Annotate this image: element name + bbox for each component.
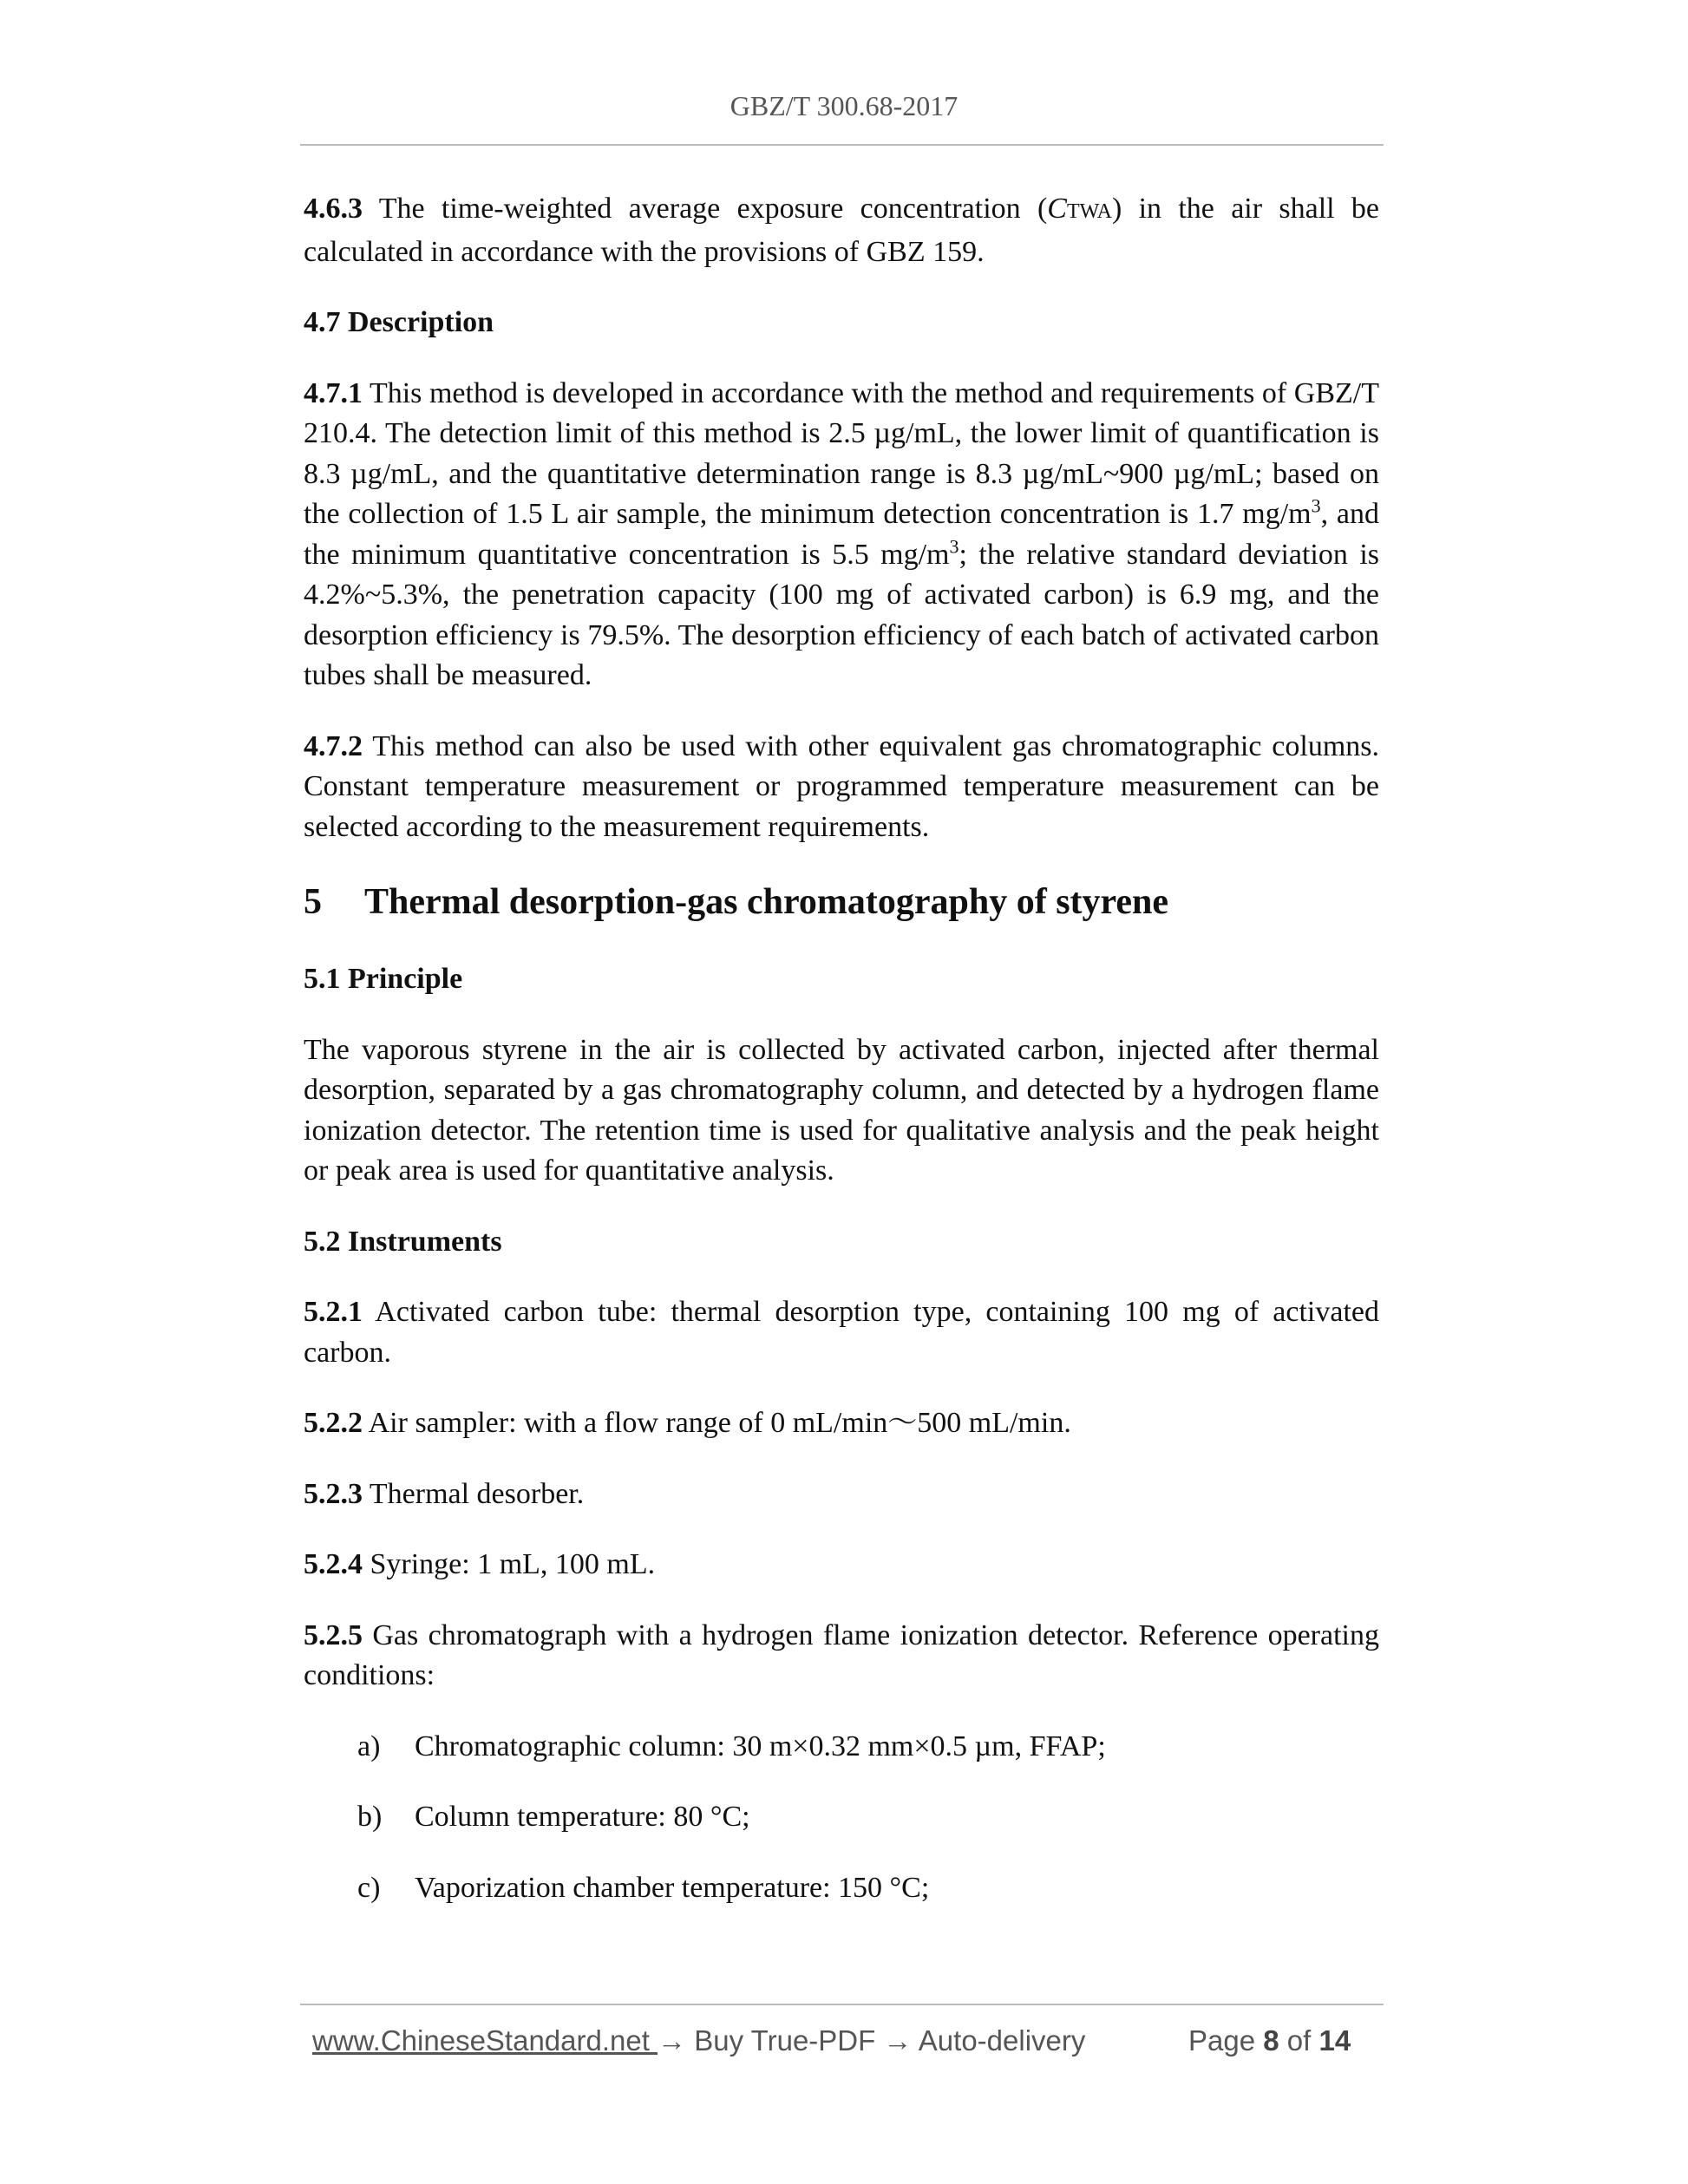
clause-number: 5.2.2 bbox=[304, 1407, 363, 1439]
superscript: 3 bbox=[949, 535, 959, 558]
clause-text: This method can also be used with other equivalent gas chromatographic columns. Constant temperature measurement or programmed temperature measurement can be selected according to the measurement requirements. bbox=[304, 729, 1379, 843]
clause-text: Thermal desorber. bbox=[369, 1477, 585, 1510]
arrow-right-icon: → bbox=[658, 2024, 687, 2056]
section-title-text: Thermal desorption-gas chromatography of styrene bbox=[364, 882, 1169, 922]
of-word: of bbox=[1286, 2024, 1312, 2056]
clause-5-2-1 bbox=[304, 1292, 1379, 1373]
list-item-text: Vaporization chamber temperature: 150 °C; bbox=[415, 1871, 930, 1904]
section-number: 5 bbox=[304, 882, 322, 922]
principle-text: The vaporous styrene in the air is collected by activated carbon, injected after thermal desorption, separated by a gas chromatography column, and detected by a hydrogen flame ionization detector. The retention time is used for qualitative analysis and the peak height or peak area is used for quantitative analysis. bbox=[304, 1033, 1379, 1187]
clause-number: 5.2.5 bbox=[304, 1618, 363, 1651]
clause-text-end: ) in the air shall be calculated in accordance with the provisions of GBZ 159. bbox=[304, 193, 1379, 268]
arrow-right-icon: → bbox=[883, 2024, 913, 2056]
clause-4-7-1 bbox=[304, 374, 1379, 696]
clause-5-2-4 bbox=[304, 1545, 1379, 1586]
symbol-c: C bbox=[1047, 193, 1067, 225]
page-body bbox=[304, 189, 1379, 1939]
page-word: Page bbox=[1188, 2024, 1256, 2056]
footer-buy-text: Buy True-PDF bbox=[686, 2024, 884, 2056]
section-5-title bbox=[304, 878, 1379, 926]
superscript: 3 bbox=[1311, 494, 1321, 517]
list-item-label: b) bbox=[357, 1801, 383, 1833]
clause-text-a: This method is developed in accordance with the method and requirements of GBZ/T 210.4. The detection limit of this method is 2.5 µg/mL, the lower limit of quantification is 8.3 µg/mL, and the quantitative determination range is 8.3 µg/mL~900 µg/mL; based on the collection of 1.5 L air sample, the minimum detection concentration is 1.7 mg/m bbox=[304, 376, 1379, 530]
clause-number: 4.7.2 bbox=[304, 729, 363, 762]
list-item bbox=[304, 1868, 1379, 1909]
clause-5-2-2 bbox=[304, 1403, 1379, 1444]
clause-number: 4.6.3 bbox=[304, 193, 363, 225]
clause-text: Syringe: 1 mL, 100 mL. bbox=[370, 1548, 656, 1580]
heading-5-1: 5.1 Principle bbox=[304, 963, 463, 995]
heading-5-2: 5.2 Instruments bbox=[304, 1225, 502, 1258]
footer-delivery-text: Auto-delivery bbox=[912, 2024, 1086, 2056]
list-item-label: a) bbox=[357, 1730, 381, 1762]
list-item-text: Column temperature: 80 °C; bbox=[415, 1801, 750, 1833]
heading-4-7: 4.7 Description bbox=[304, 306, 494, 338]
clause-text: Activated carbon tube: thermal desorption type, containing 100 mg of activated carbon. bbox=[304, 1296, 1380, 1369]
clause-number: 5.2.1 bbox=[304, 1296, 363, 1328]
clause-text-b: , and the minimum quantitative concentration is 5.5 mg/m bbox=[304, 498, 1379, 571]
clause-4-6-3 bbox=[304, 189, 1379, 272]
page-number: 8 bbox=[1263, 2024, 1279, 2056]
clause-text: Gas chromatograph with a hydrogen flame ionization detector. Reference operating conditions: bbox=[304, 1618, 1379, 1691]
page-indicator bbox=[1188, 2024, 1351, 2057]
symbol-subscript: TWA bbox=[1066, 200, 1112, 223]
list-item bbox=[304, 1727, 1379, 1768]
clause-text-c: ; the relative standard deviation is 4.2%~5.3%, the penetration capacity (100 mg of activated carbon) is 6.9 mg, and the desorption efficiency is 79.5%. The desorption efficiency of each batch of activated carbon tubes shall be measured. bbox=[304, 538, 1379, 691]
clause-text: Air sampler: with a flow range of 0 mL/min～500 mL/min. bbox=[368, 1407, 1071, 1439]
clause-5-2-3 bbox=[304, 1475, 1379, 1515]
clause-text: The time-weighted average exposure concentration ( bbox=[378, 193, 1048, 225]
clause-4-7-2 bbox=[304, 727, 1379, 848]
footer-divider bbox=[300, 2004, 1384, 2005]
page-total: 14 bbox=[1318, 2024, 1351, 2056]
list-item bbox=[304, 1797, 1379, 1838]
clause-5-2-5 bbox=[304, 1616, 1379, 1697]
clause-number: 5.2.4 bbox=[304, 1548, 363, 1580]
clause-number: 4.7.1 bbox=[304, 376, 363, 409]
header-divider bbox=[300, 144, 1384, 146]
header-doc-id: GBZ/T 300.68-2017 bbox=[730, 90, 958, 121]
clause-number: 5.2.3 bbox=[304, 1477, 363, 1510]
list-item-text: Chromatographic column: 30 m×0.32 mm×0.5 µm, FFAP; bbox=[415, 1730, 1106, 1762]
list-item-label: c) bbox=[357, 1871, 381, 1904]
site-link[interactable]: www.ChineseStandard.net bbox=[312, 2024, 658, 2056]
footer-promo bbox=[312, 2024, 1085, 2057]
